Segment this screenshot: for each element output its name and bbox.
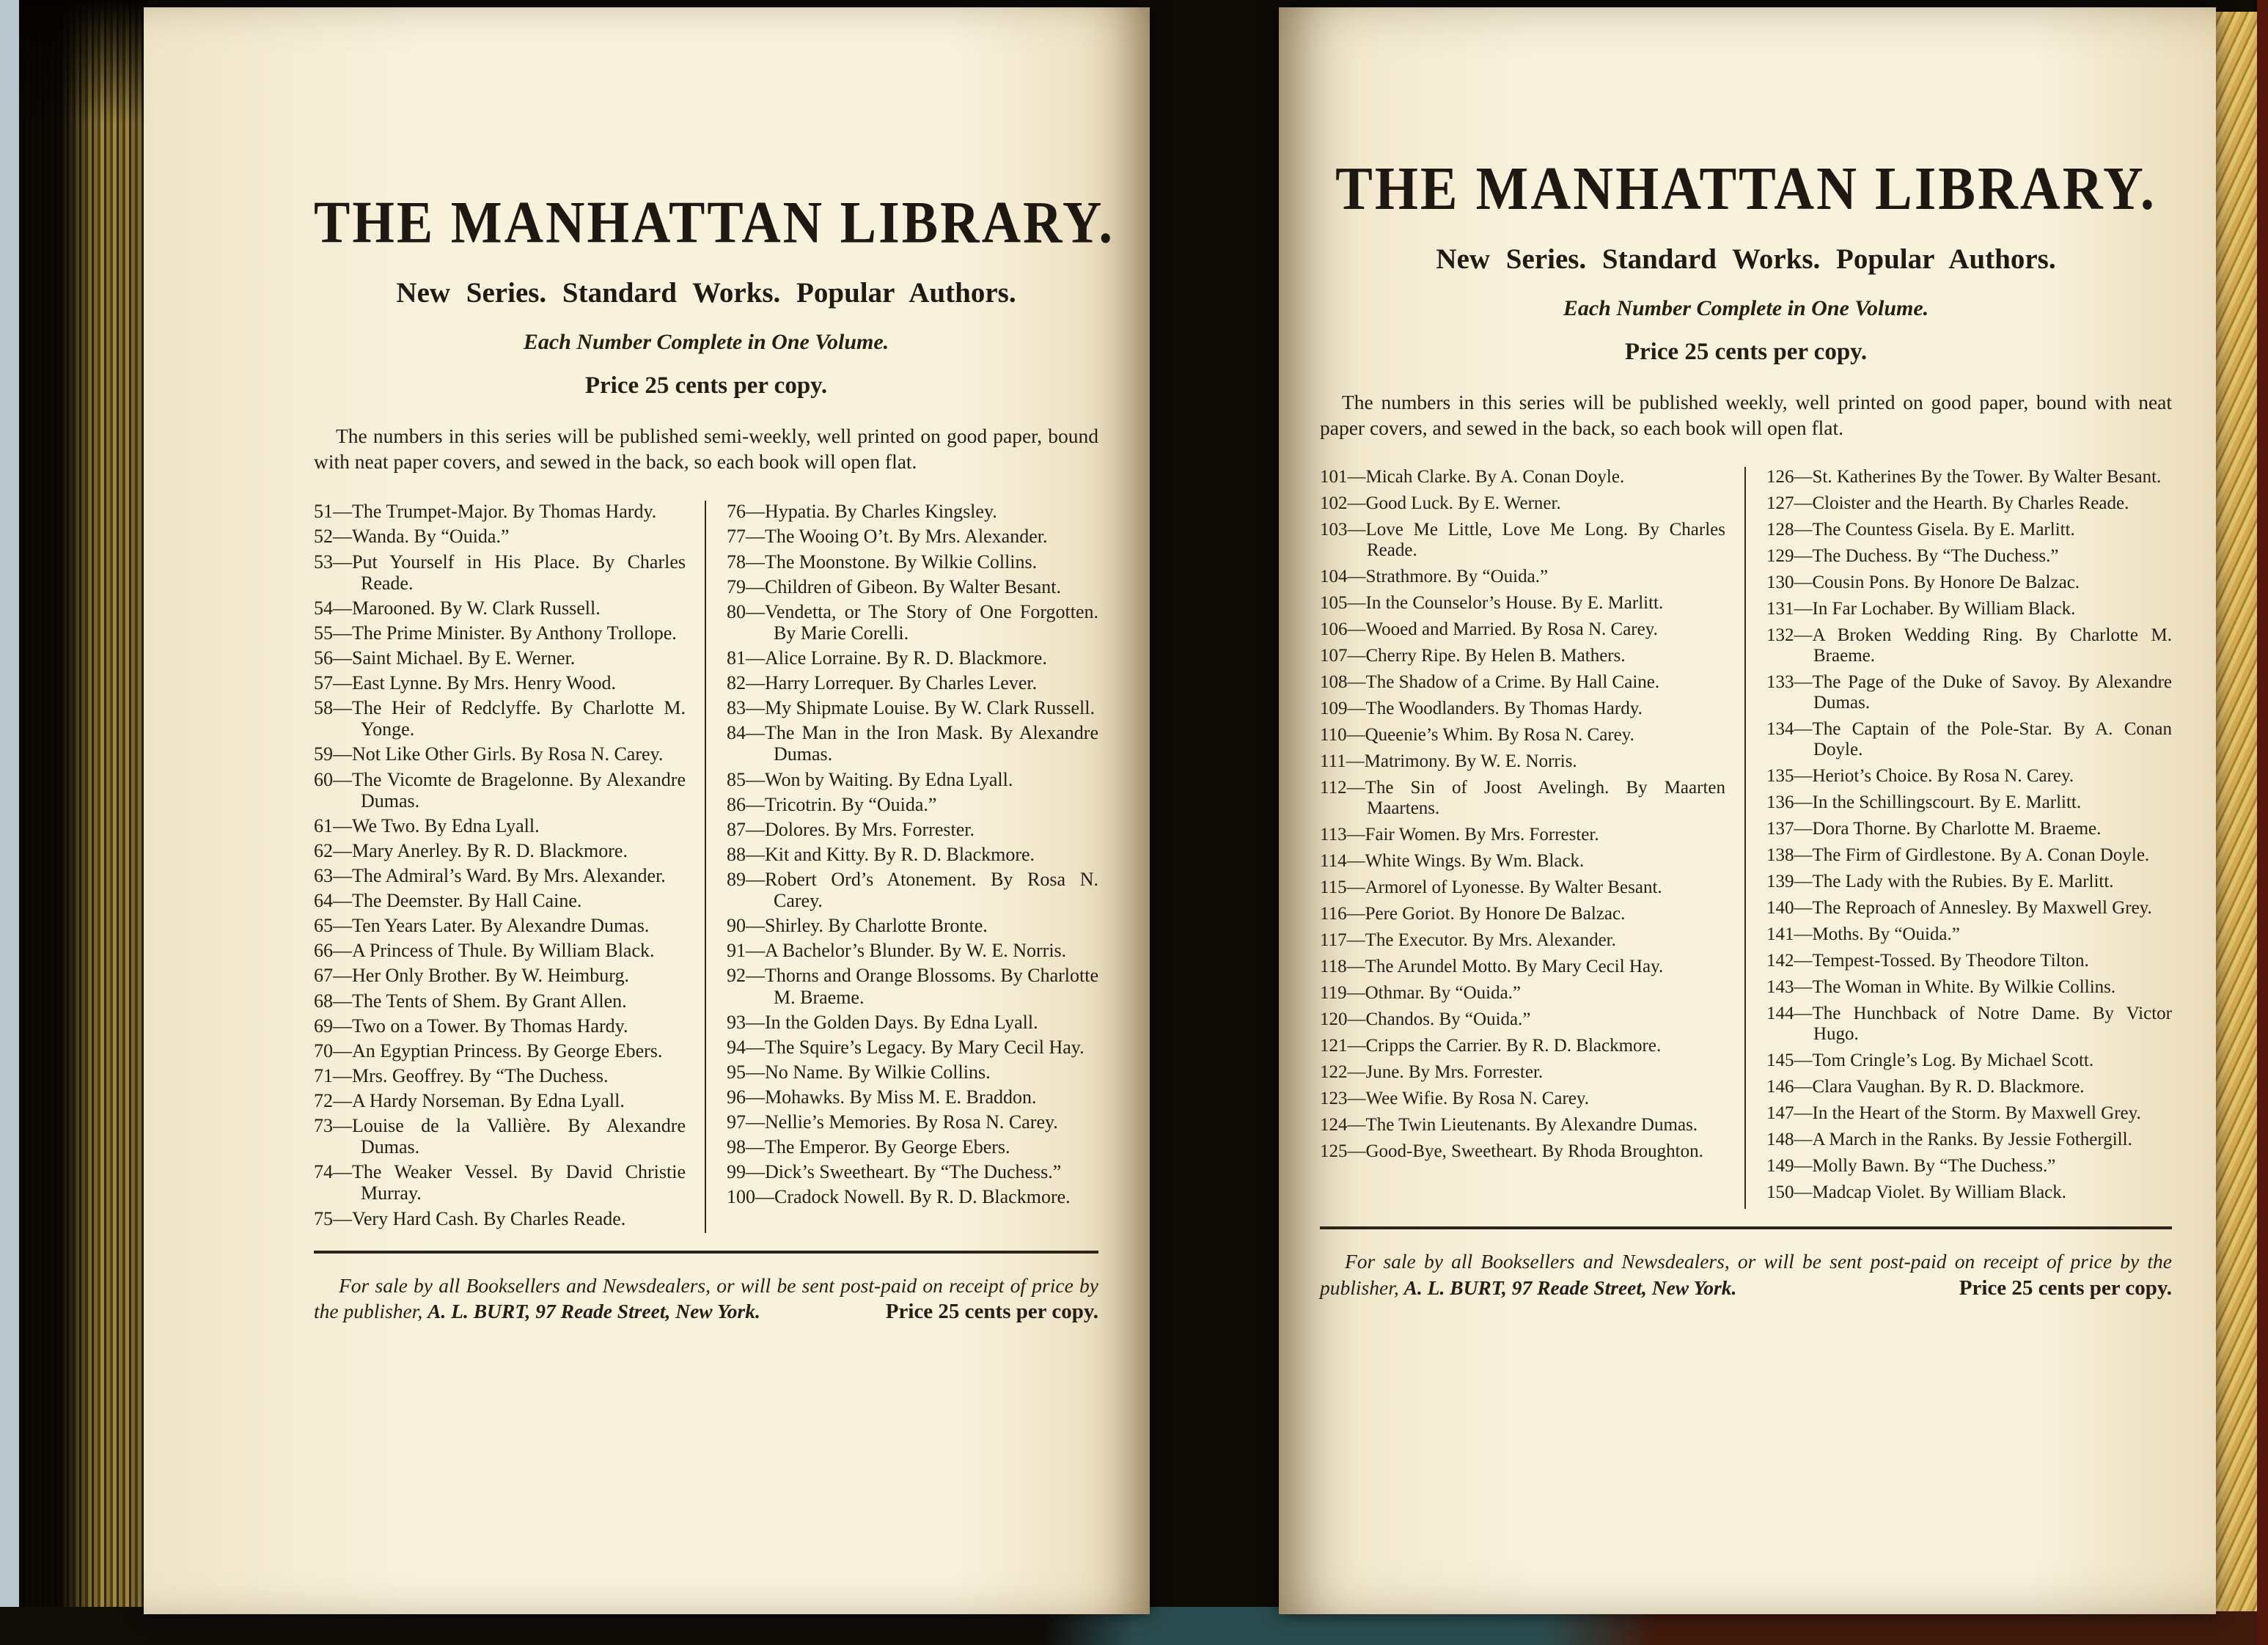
list-item: 121—Cripps the Carrier. By R. D. Blackmore. [1320,1036,1662,1056]
list-item: 93—In the Golden Days. By Edna Lyall. [727,1011,1038,1033]
list-item: 134—The Captain of the Pole-Star. By A. Conan Doyle. [1766,719,2172,760]
list-item: 123—Wee Wifie. By Rosa N. Carey. [1320,1089,1590,1109]
right-page [1279,7,2216,1614]
right-intro-paragraph: The numbers in this series will be published weekly, well printed on good paper, bound with neat paper covers, and sewed in the back, so each book will open flat. [1320,391,2172,440]
list-item: 98—The Emperor. By George Ebers. [727,1136,1010,1158]
list-item: 119—Othmar. By “Ouida.” [1320,983,1522,1004]
left-book-list [314,501,1098,1232]
list-item: 62—Mary Anerley. By R. D. Blackmore. [314,839,628,861]
list-item: 99—Dick’s Sweetheart. By “The Duchess.” [727,1161,1062,1183]
footer-sale-text: For sale by all Booksellers and Newsdealers, or will be sent post-paid on receipt of price by the publisher, [314,1273,1098,1323]
list-item: 54—Marooned. By W. Clark Russell. [314,597,601,619]
list-item: 87—Dolores. By Mrs. Forrester. [727,818,975,840]
list-item: 64—The Deemster. By Hall Caine. [314,890,582,912]
list-item: 57—East Lynne. By Mrs. Henry Wood. [314,672,616,694]
list-item: 63—The Admiral’s Ward. By Mrs. Alexander. [314,865,666,887]
list-item: 138—The Firm of Girdlestone. By A. Conan Doyle. [1766,845,2150,866]
right-price-line: Price 25 cents per copy. [1624,339,1868,365]
list-item: 135—Heriot’s Choice. By Rosa N. Carey. [1766,766,2074,787]
list-item: 81—Alice Lorraine. By R. D. Blackmore. [727,647,1047,669]
list-item: 133—The Page of the Duke of Savoy. By Alexandre Dumas. [1766,672,2172,713]
list-item: 90—Shirley. By Charlotte Bronte. [727,915,988,937]
list-item: 102—Good Luck. By E. Werner. [1320,493,1561,514]
list-item: 105—In the Counselor’s House. By E. Marlitt. [1320,593,1664,614]
list-item: 51—The Trumpet-Major. By Thomas Hardy. [314,501,657,523]
list-item: 148—A March in the Ranks. By Jessie Fothergill. [1766,1130,2132,1150]
list-item: 85—Won by Waiting. By Edna Lyall. [727,768,1013,790]
list-item: 147—In the Heart of the Storm. By Maxwell Grey. [1766,1103,2141,1124]
list-item: 82—Harry Lorrequer. By Charles Lever. [727,672,1038,694]
list-item: 61—We Two. By Edna Lyall. [314,814,540,836]
list-item: 107—Cherry Ripe. By Helen B. Mathers. [1320,646,1626,666]
list-item: 124—The Twin Lieutenants. By Alexandre Dumas. [1320,1115,1698,1136]
list-item: 132—A Broken Wedding Ring. By Charlotte M. Braeme. [1766,625,2172,666]
list-item: 150—Madcap Violet. By William Black. [1766,1182,2067,1203]
list-item: 104—Strathmore. By “Ouida.” [1320,567,1549,587]
list-item: 74—The Weaker Vessel. By David Christie Murray. [314,1161,686,1204]
list-item: 52—Wanda. By “Ouida.” [314,526,510,548]
list-item: 142—Tempest-Tossed. By Theodore Tilton. [1766,951,2089,971]
list-item: 141—Moths. By “Ouida.” [1766,924,1960,945]
left-page-edge-stack [19,0,148,1645]
list-item: 88—Kit and Kitty. By R. D. Blackmore. [727,843,1035,865]
list-item: 97—Nellie’s Memories. By Rosa N. Carey. [727,1111,1058,1133]
list-item: 140—The Reproach of Annesley. By Maxwell Grey. [1766,898,2152,919]
list-item: 139—The Lady with the Rubies. By E. Marlitt. [1766,872,2114,892]
list-item: 110—Queenie’s Whim. By Rosa N. Carey. [1320,725,1634,746]
list-item: 118—The Arundel Motto. By Mary Cecil Hay. [1320,957,1664,977]
list-item: 129—The Duchess. By “The Duchess.” [1766,546,2059,567]
left-intro-paragraph: The numbers in this series will be published semi-weekly, well printed on good paper, bound with neat paper covers, and sewed in the back, so each book will open flat. [314,424,1098,474]
right-page-title: THE MANHATTAN LIBRARY. [1335,155,2157,223]
list-item: 79—Children of Gibeon. By Walter Besant. [727,575,1061,597]
list-item: 117—The Executor. By Mrs. Alexander. [1320,930,1616,951]
list-item: 70—An Egyptian Princess. By George Ebers. [314,1039,663,1061]
list-item: 56—Saint Michael. By E. Werner. [314,647,576,669]
list-item: 68—The Tents of Shem. By Grant Allen. [314,990,627,1012]
publisher-name: A. L. BURT, 97 Reade Street, New York. [427,1300,760,1323]
list-item: 53—Put Yourself in His Place. By Charles Reade. [314,551,686,594]
list-item: 109—The Woodlanders. By Thomas Hardy. [1320,699,1643,719]
list-item: 115—Armorel of Lyonesse. By Walter Besant. [1320,877,1662,898]
list-item: 84—The Man in the Iron Mask. By Alexandre Dumas. [727,722,1098,765]
list-item: 78—The Moonstone. By Wilkie Collins. [727,551,1038,573]
right-page-subtitle: New Series. Standard Works. Popular Authors. [1436,243,2056,275]
right-book-list-column-2 [1744,467,2172,1209]
right-footer-rule [1320,1226,2172,1229]
list-item: 71—Mrs. Geoffrey. By “The Duchess. [314,1064,609,1086]
list-item: 131—In Far Lochaber. By William Black. [1766,599,2076,619]
list-item: 106—Wooed and Married. By Rosa N. Carey. [1320,619,1658,640]
list-item: 108—The Shadow of a Crime. By Hall Caine. [1320,672,1660,693]
list-item: 55—The Prime Minister. By Anthony Trollope. [314,622,677,644]
list-item: 128—The Countess Gisela. By E. Marlitt. [1766,520,2075,540]
left-footer-price: Price 25 cents per copy. [885,1300,1098,1324]
left-motto-line: Each Number Complete in One Volume. [523,330,889,354]
list-item: 103—Love Me Little, Love Me Long. By Charles Reade. [1320,520,1725,561]
list-item: 67—Her Only Brother. By W. Heimburg. [314,965,629,987]
list-item: 137—Dora Thorne. By Charlotte M. Braeme. [1766,819,2102,839]
list-item: 120—Chandos. By “Ouida.” [1320,1009,1531,1030]
list-item: 114—White Wings. By Wm. Black. [1320,851,1585,872]
list-item: 116—Pere Goriot. By Honore De Balzac. [1320,904,1626,924]
list-item: 75—Very Hard Cash. By Charles Reade. [314,1207,626,1229]
list-item: 77—The Wooing O’t. By Mrs. Alexander. [727,526,1048,548]
list-item: 60—The Vicomte de Bragelonne. By Alexandre Dumas. [314,768,686,812]
left-footer-rule [314,1251,1098,1254]
list-item: 80—Vendetta, or The Story of One Forgotten. By Marie Corelli. [727,600,1098,644]
list-item: 58—The Heir of Redclyffe. By Charlotte M. Yonge. [314,697,686,740]
list-item: 66—A Princess of Thule. By William Black. [314,940,655,962]
list-item: 65—Ten Years Later. By Alexandre Dumas. [314,915,650,937]
list-item: 91—A Bachelor’s Blunder. By W. E. Norris. [727,940,1067,962]
right-book-list [1320,467,2172,1209]
list-item: 86—Tricotrin. By “Ouida.” [727,793,937,815]
list-item: 83—My Shipmate Louise. By W. Clark Russell. [727,697,1095,719]
right-motto-line: Each Number Complete in One Volume. [1563,296,1929,320]
left-book-list-column-2 [705,501,1098,1232]
list-item: 146—Clara Vaughan. By R. D. Blackmore. [1766,1077,2085,1097]
left-page-title: THE MANHATTAN LIBRARY. [314,190,1115,257]
publisher-name: A. L. BURT, 97 Reade Street, New York. [1403,1276,1737,1300]
list-item: 112—The Sin of Joost Avelingh. By Maarten Maartens. [1320,778,1725,819]
left-book-list-column-1 [314,501,705,1232]
list-item: 127—Cloister and the Hearth. By Charles Reade. [1766,493,2129,514]
list-item: 143—The Woman in White. By Wilkie Collins. [1766,977,2116,998]
list-item: 76—Hypatia. By Charles Kingsley. [727,501,997,523]
list-item: 95—No Name. By Wilkie Collins. [727,1061,991,1083]
book-cover-right-edge [2257,0,2268,1645]
left-price-line: Price 25 cents per copy. [584,372,828,399]
list-item: 100—Cradock Nowell. By R. D. Blackmore. [727,1186,1071,1208]
list-item: 92—Thorns and Orange Blossoms. By Charlotte M. Braeme. [727,965,1098,1008]
list-item: 144—The Hunchback of Notre Dame. By Victor Hugo. [1766,1004,2172,1045]
list-item: 96—Mohawks. By Miss M. E. Braddon. [727,1086,1037,1108]
footer-sale-text: For sale by all Booksellers and Newsdealers, or will be sent post-paid on receipt of price by the publisher, [1320,1250,2172,1300]
list-item: 145—Tom Cringle’s Log. By Michael Scott. [1766,1050,2094,1071]
list-item: 59—Not Like Other Girls. By Rosa N. Carey. [314,743,664,765]
list-item: 122—June. By Mrs. Forrester. [1320,1062,1544,1083]
list-item: 136—In the Schillingscourt. By E. Marlitt. [1766,792,2082,813]
list-item: 126—St. Katherines By the Tower. By Walter Besant. [1766,467,2162,487]
list-item: 111—Matrimony. By W. E. Norris. [1320,751,1577,772]
list-item: 149—Molly Bawn. By “The Duchess.” [1766,1156,2056,1177]
left-page-subtitle: New Series. Standard Works. Popular Authors. [396,277,1016,309]
right-book-list-column-1 [1320,467,1744,1209]
list-item: 73—Louise de la Vallière. By Alexandre Dumas. [314,1115,686,1158]
list-item: 72—A Hardy Norseman. By Edna Lyall. [314,1090,625,1111]
list-item: 94—The Squire’s Legacy. By Mary Cecil Hay. [727,1036,1085,1058]
list-item: 113—Fair Women. By Mrs. Forrester. [1320,825,1599,845]
list-item: 101—Micah Clarke. By A. Conan Doyle. [1320,467,1625,487]
right-footer-price: Price 25 cents per copy. [1959,1276,2172,1300]
left-page [144,7,1150,1614]
right-gilt-page-edge [2215,12,2258,1611]
list-item: 130—Cousin Pons. By Honore De Balzac. [1766,573,2080,593]
list-item: 69—Two on a Tower. By Thomas Hardy. [314,1015,628,1037]
list-item: 89—Robert Ord’s Atonement. By Rosa N. Carey. [727,869,1098,912]
list-item: 125—Good-Bye, Sweetheart. By Rhoda Broughton. [1320,1141,1703,1162]
